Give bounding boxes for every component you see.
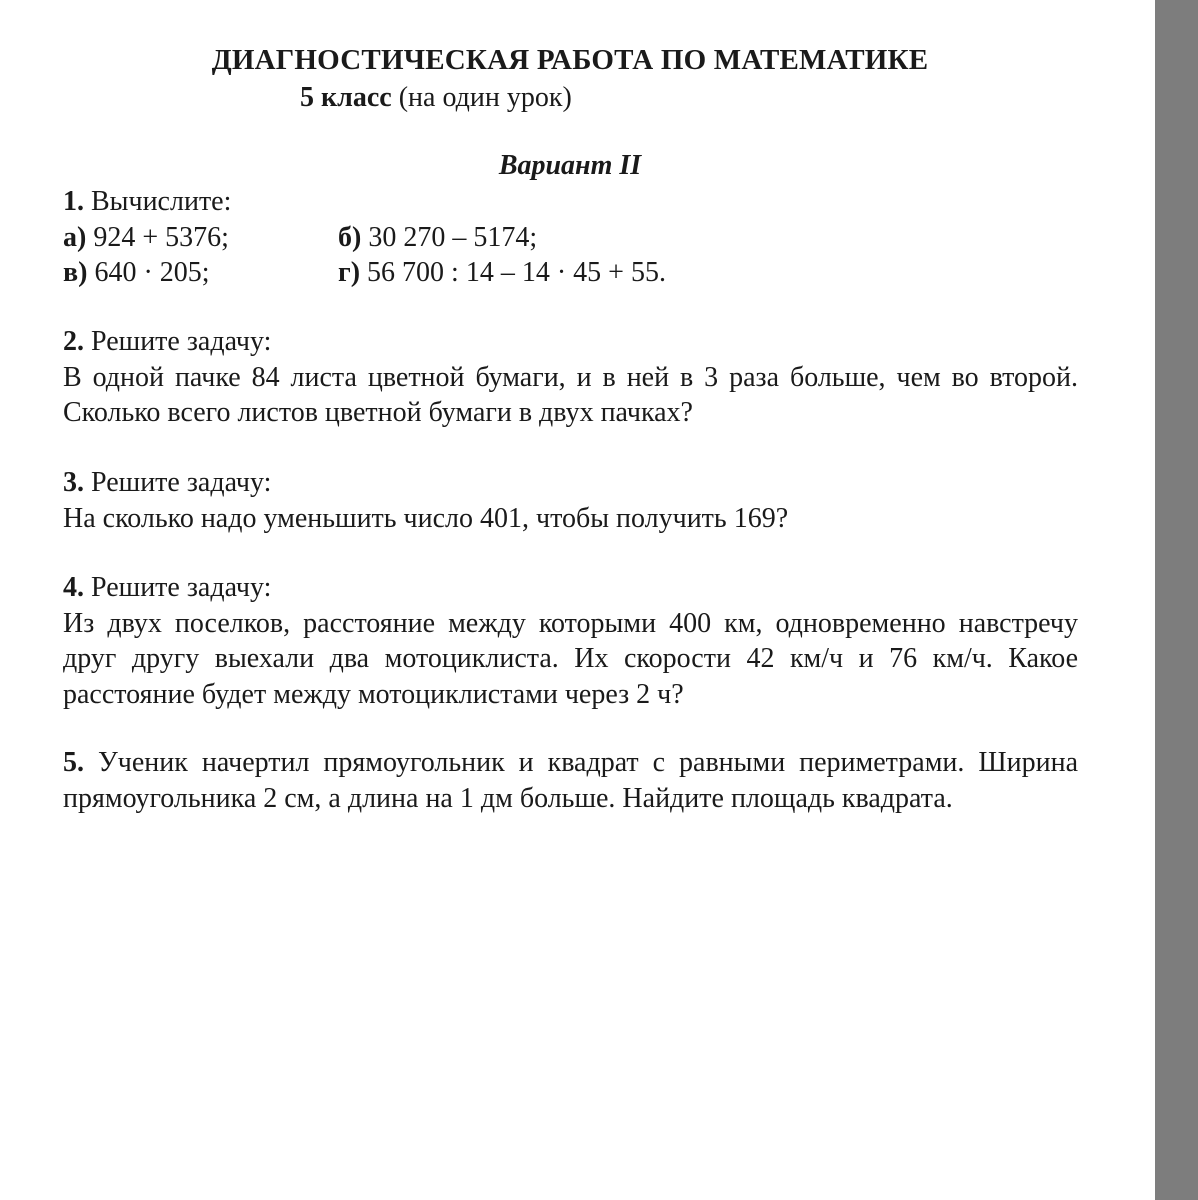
task-1-prompt: Вычислите:: [84, 186, 232, 217]
task-2-prompt: Решите задачу:: [84, 326, 272, 357]
grade-label: 5 класс: [300, 82, 392, 113]
task-4-text: Из двух поселков, расстояние между которыми 400 км, одновременно навстречу друг другу выехали два мотоциклиста. Их скорости 42 км/ч и 76 км/ч. Какое расстояние будет между мотоциклистами через 2 ч?: [63, 607, 1078, 710]
task-5-paragraph: [63, 745, 1078, 816]
task-3-text: На сколько надо уменьшить число 401, чтобы получить 169?: [63, 502, 789, 534]
task-4-prompt: Решите задачу:: [84, 572, 272, 603]
task-1: [63, 184, 1078, 291]
task-3-prompt: Решите задачу:: [84, 467, 272, 498]
task-1-item-b: [338, 220, 537, 256]
task-1-number: 1.: [63, 186, 84, 217]
item-label: в): [63, 257, 88, 288]
task-2-number: 2.: [63, 326, 84, 357]
viewer-side-strip: [1155, 0, 1198, 1200]
task-3-heading: [63, 465, 1078, 501]
task-5: [63, 745, 1078, 816]
task-1-item-v: [63, 255, 338, 291]
task-2-heading: [63, 324, 1078, 360]
task-3: [63, 465, 1078, 536]
item-label: а): [63, 221, 87, 253]
item-label: б): [338, 221, 362, 253]
item-expression: 30 270 – 5174;: [361, 221, 538, 253]
task-2-text: В одной пачке 84 листа цветной бумаги, и в ней в 3 раза больше, чем во второй. Сколько всего листов цветной бумаги в двух пачках?: [63, 361, 1078, 428]
item-label: г): [338, 257, 361, 288]
item-expression: 640 · 205;: [87, 257, 210, 288]
task-1-row-2: [63, 255, 1078, 291]
document-title: ДИАГНОСТИЧЕСКАЯ РАБОТА ПО МАТЕМАТИКЕ: [211, 44, 929, 76]
task-1-row-1: [63, 220, 1078, 256]
task-3-number: 3.: [63, 467, 84, 498]
task-2: [63, 324, 1078, 431]
task-5-text: Ученик начертил прямоугольник и квадрат с равными периметрами. Ширина прямоугольника 2 см, а длина на 1 дм больше. Найдите площадь квадрата.: [63, 747, 1078, 814]
variant-heading: Вариант II: [498, 150, 642, 181]
item-expression: 924 + 5376;: [86, 221, 229, 253]
task-1-item-a: [63, 220, 338, 256]
task-5-number: 5.: [63, 747, 84, 778]
task-4-number: 4.: [63, 572, 84, 603]
grade-note: (на один урок): [391, 82, 572, 113]
grade-line: [300, 80, 572, 116]
task-4: [63, 570, 1078, 712]
task-1-item-g: [338, 255, 666, 291]
task-1-heading: [63, 184, 1078, 220]
item-expression: 56 700 : 14 – 14 · 45 + 55.: [360, 257, 666, 288]
task-4-heading: [63, 570, 1078, 606]
